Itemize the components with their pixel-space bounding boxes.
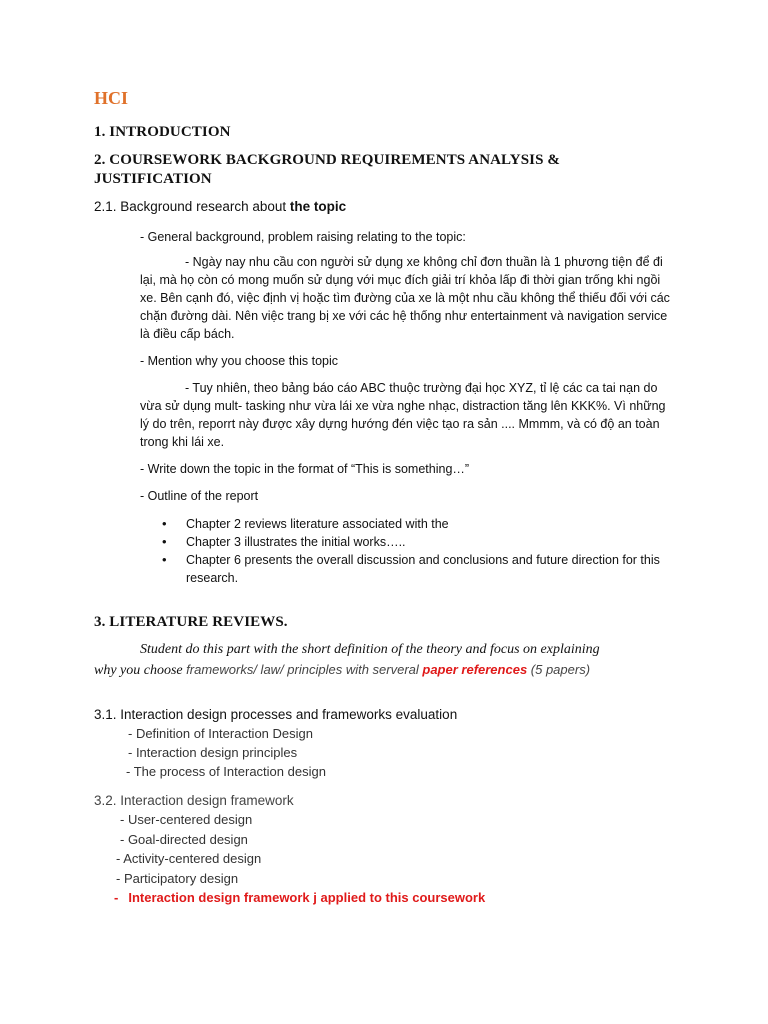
heading-introduction: 1. INTRODUCTION <box>94 124 231 140</box>
bullet-dot-icon: • <box>162 552 167 567</box>
paragraph-vietnamese-2: - Tuy nhiên, theo bảng báo cáo ABC thuộc trường đại học XYZ, tỉ lệ các ca tai nạn do vừa sử dụng mult- tasking như vừa lái xe vừa nghe nhạc, distraction tăng lên KKK%. Vì những lý do trên, reporrt này được xây dựng hướng đén việc tạo ra sản .... Mmmm, và có độ an toàn trong khi lái xe. <box>140 381 666 449</box>
document-title: HCI <box>94 88 129 108</box>
literature-instruction-line1: Student do this part with the short definition of the theory and focus on explaining <box>140 642 600 657</box>
lit-paper-references: paper references <box>422 662 528 677</box>
subheading-3-1: 3.1. Interaction design processes and frameworks evaluation <box>94 707 458 722</box>
lit-why-text: why you choose <box>94 663 187 678</box>
bullet-item <box>160 533 680 551</box>
subheading-2-1 <box>94 199 346 214</box>
write-down-line: - Write down the topic in the format of “This is something…” <box>140 462 470 476</box>
bullet-dot-icon: • <box>162 516 167 531</box>
bullet-item <box>160 515 680 533</box>
subheading-3-2: 3.2. Interaction design framework <box>94 793 294 808</box>
mention-why-line: - Mention why you choose this topic <box>140 354 339 368</box>
s31-item: - Interaction design principles <box>128 745 298 760</box>
s32-item: - Activity-centered design <box>116 851 262 866</box>
heading-coursework-line2: JUSTIFICATION <box>94 171 212 187</box>
bullet-item <box>160 551 680 587</box>
s32-item: - Goal-directed design <box>120 832 248 847</box>
s31-item: - Definition of Interaction Design <box>128 726 313 741</box>
paragraph-vietnamese-1: - Ngày nay nhu cầu con người sử dụng xe không chỉ đơn thuần là 1 phương tiện để đi lại, mà họ còn có mong muốn sử dụng với mục đích giải trí khỏa lấp đi thời gian trống khi ngồi xe. Bên cạnh đó, việc định vị hoặc tìm đường của xe là một nhu cầu không thể thiếu đối với các chặn đường dài. Nên việc trang bị xe với các hệ thống như entertainment và navigation service là điều cấp bách. <box>140 255 670 341</box>
outline-bullet-list <box>160 515 680 587</box>
s32-highlight-dash: - <box>114 890 119 905</box>
general-background-line: - General background, problem raising relating to the topic: <box>140 230 466 244</box>
s32-highlight-text: Interaction design framework j applied to this coursework <box>128 890 486 905</box>
heading-literature-reviews: 3. LITERATURE REVIEWS. <box>94 614 288 630</box>
subheading-2-1-bold: the topic <box>289 199 347 214</box>
bullet-text: Chapter 2 reviews literature associated with the <box>186 517 449 531</box>
lit-frameworks-text: frameworks/ law/ principles with serveral <box>186 662 423 677</box>
literature-instruction-line2 <box>94 661 590 679</box>
s31-item: - The process of Interaction design <box>126 764 326 779</box>
lit-five-papers: (5 papers) <box>527 662 591 677</box>
bullet-dot-icon: • <box>162 534 167 549</box>
s32-highlight-item <box>114 890 485 905</box>
subheading-2-1-prefix: 2.1. Background research about <box>94 199 290 214</box>
outline-line: - Outline of the report <box>140 489 259 503</box>
bullet-text: Chapter 6 presents the overall discussion and conclusions and future direction for this research. <box>186 553 660 585</box>
s32-item: - Participatory design <box>116 871 239 886</box>
heading-coursework-line1: 2. COURSEWORK BACKGROUND REQUIREMENTS ANALYSIS & <box>94 152 560 168</box>
s32-item: - User-centered design <box>120 812 253 827</box>
bullet-text: Chapter 3 illustrates the initial works….. <box>186 535 406 549</box>
